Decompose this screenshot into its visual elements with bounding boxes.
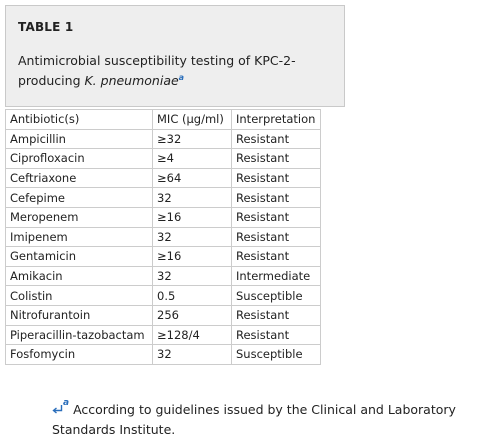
antibiotic-cell: Colistin: [6, 286, 153, 306]
table-row: [6, 345, 321, 365]
antibiotic-cell: Nitrofurantoin: [6, 305, 153, 325]
interpretation-cell: Resistant: [232, 129, 321, 149]
antibiotic-cell: Piperacillin-tazobactam: [6, 325, 153, 345]
column-header-interpretation: Interpretation: [232, 110, 321, 130]
return-arrow-icon: [52, 404, 63, 414]
mic-cell: 256: [153, 305, 232, 325]
antibiotic-cell: Cefepime: [6, 188, 153, 208]
table-row: [6, 129, 321, 149]
interpretation-cell: Resistant: [232, 305, 321, 325]
mic-cell: ≥64: [153, 168, 232, 188]
mic-cell: ≥128/4: [153, 325, 232, 345]
table-row: [6, 266, 321, 286]
table-footnote: [52, 400, 472, 440]
mic-cell: ≥4: [153, 149, 232, 169]
table-row: [6, 207, 321, 227]
antibiotic-cell: Ciprofloxacin: [6, 149, 153, 169]
antibiotic-cell: Gentamicin: [6, 247, 153, 267]
interpretation-cell: Resistant: [232, 247, 321, 267]
table-row: [6, 247, 321, 267]
table-caption: [5, 5, 345, 107]
mic-cell: ≥16: [153, 247, 232, 267]
table-header-row: [6, 110, 321, 130]
table-title-text: Antimicrobial susceptibility testing of KPC-2-producing: [18, 53, 296, 88]
table-row: [6, 188, 321, 208]
susceptibility-table: [5, 109, 321, 365]
antibiotic-cell: Fosfomycin: [6, 345, 153, 365]
antibiotic-cell: Amikacin: [6, 266, 153, 286]
antibiotic-cell: Imipenem: [6, 227, 153, 247]
table-row: [6, 168, 321, 188]
table-row: [6, 227, 321, 247]
footnote-text: According to guidelines issued by the Clinical and Laboratory Standards Institute.: [52, 402, 456, 437]
interpretation-cell: Resistant: [232, 188, 321, 208]
column-header-antibiotic: Antibiotic(s): [6, 110, 153, 130]
mic-cell: 32: [153, 266, 232, 286]
mic-cell: 32: [153, 345, 232, 365]
mic-cell: ≥16: [153, 207, 232, 227]
interpretation-cell: Resistant: [232, 207, 321, 227]
interpretation-cell: Susceptible: [232, 286, 321, 306]
antibiotic-cell: Meropenem: [6, 207, 153, 227]
mic-cell: ≥32: [153, 129, 232, 149]
table-row: [6, 286, 321, 306]
mic-cell: 32: [153, 227, 232, 247]
footnote-backlink[interactable]: a: [52, 404, 69, 414]
table-title: [18, 51, 332, 91]
interpretation-cell: Resistant: [232, 325, 321, 345]
table-row: [6, 149, 321, 169]
interpretation-cell: Resistant: [232, 149, 321, 169]
antibiotic-cell: Ceftriaxone: [6, 168, 153, 188]
interpretation-cell: Susceptible: [232, 345, 321, 365]
column-header-mic: MIC (μg/ml): [153, 110, 232, 130]
interpretation-cell: Resistant: [232, 168, 321, 188]
mic-cell: 32: [153, 188, 232, 208]
table-title-organism: K. pneumoniae: [84, 73, 179, 88]
antibiotic-cell: Ampicillin: [6, 129, 153, 149]
table-label: TABLE 1: [18, 20, 74, 34]
interpretation-cell: Intermediate: [232, 266, 321, 286]
table-title-footnote-link[interactable]: a: [178, 72, 185, 82]
table-row: [6, 305, 321, 325]
interpretation-cell: Resistant: [232, 227, 321, 247]
mic-cell: 0.5: [153, 286, 232, 306]
table-row: [6, 325, 321, 345]
